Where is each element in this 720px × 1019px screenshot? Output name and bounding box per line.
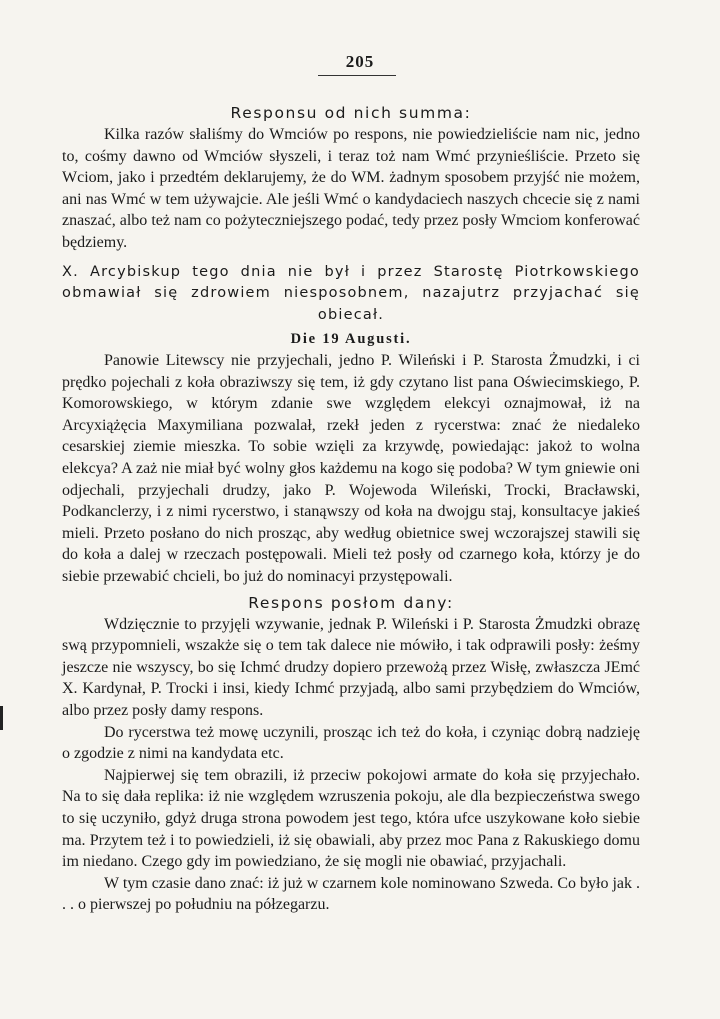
paragraph-kilka: Kilka razów słaliśmy do Wmciów po respons, nie powiedzieliście nam nic, jedno to, cośmy dawno od Wmciów słyszeli, i teraz toż nam Wmć przynieśliście. Przeto się Wciom, jako i przedtém deklarujemy, że do WM. żadnym sposobem przyjść nie możem, ani nas Wmć w tem używajcie. Ale jeśli Wmć o kandydaciech naszych chcecie się z nami znaszać, albo też nam co pożyteczniejszego podać, tedy przez posły Wmciom konferować będziemy.	[62, 126, 640, 251]
paragraph-panowie: Panowie Litewscy nie przyjechali, jedno P. Wileński i P. Starosta Żmudzki, i ci prędko pojechali z koła obraziwszy się tem, iż gdy czytano list pana Oświecimskiego, P. Komorowskiego, w którym zdanie swe względem elekcyi oznajmował, iż na Arcyxiążęcia Maxymiliana pozwalał, rzekł jeden z rycerstwa: znać że niedaleko cesarskiej ziemie mieszka. To sobie wzięli za krzywdę, powiedając: jakoż to wolna elekcya? A zaż nie miał być wolny głos każdemu na kogo się podoba? W tym gniewie oni odjechali, przyjechali drudzy, jako P. Wojewoda Wileński, Trocki, Bracławski, Podkanclerzy, i z nimi rycerstwo, i stanąwszy od koła na dwojgu staj, konsultacye jakieś mieli. Przeto posłano do nich prosząc, aby według obietnice swej wczorajszej stawili się do koła a dalej w rzeczach postępowali. Mieli też posły od czarnego koła, którzy je do siebie przewabić chcieli, bo już do nominacyi przystępowali.	[62, 352, 640, 585]
paragraph-najpierwej: Najpierwej się tem obrazili, iż przeciw pokojowi armate do koła się przyjechało. Na to się dała replika: iż nie względem wzruszenia pokoju, ale dla bezpieczeństwa swego to się uczyniło, gdyż druga strona powodem jest tego, która ufce uszykowane koło siebie ma. Przytem też i to powiedzieli, iż się obawiali, aby przez moc Pana z Rakuskiego domu im niedano. Czego gdy im powiedziano, że się mogli nie obawiać, przyjachali.	[62, 766, 640, 871]
date-heading: Die 19 Augusti.	[290, 331, 412, 348]
paragraph-do-rycerstwa: Do rycerstwa też mowę uczynili, prosząc ich też do koła, i czyniąc dobrą nadzieję o zgodzie z nimi na kandydata etc.	[62, 723, 640, 763]
binding-mark	[0, 706, 3, 730]
heading-responsu: Responsu od nich summa:	[230, 104, 472, 122]
page-number: 205	[345, 52, 375, 71]
paragraph-wdziecznie: Wdzięcznie to przyjęli wzywanie, jednak P. Wileński i P. Starosta Żmudzki obrazę swą przypomnieli, wszakże się o tem tak dalece nie mówiło, i tak odprawili posły: żeśmy jeszcze nie wszyscy, bo się Ichmć drudzy dopiero przewożą przez Wisłę, zwłaszcza JEmć X. Kardynał, P. Trocki i insi, kiedy Ichmć przyjadą, albo sami przybędziem do Wmciów, albo przez posły damy respons.	[62, 615, 640, 719]
page-number-rule	[318, 75, 396, 76]
heading-respons-poslom: Respons posłom dany:	[248, 593, 454, 612]
paragraph-w-tym-czasie: W tym czasie dano znać: iż już w czarnem kole nominowano Szweda. Co było jak . . . o pierwszej po południu na półzegarzu.	[62, 874, 640, 914]
body-text	[62, 100, 640, 916]
section-x-arcybiskup: X. Arcybiskup tego dnia nie był i przez Starostę Piotrkowskiego obmawiał się zdrowiem niesposobnem, nazajutrz przyjachać się obiecał.	[62, 263, 640, 323]
